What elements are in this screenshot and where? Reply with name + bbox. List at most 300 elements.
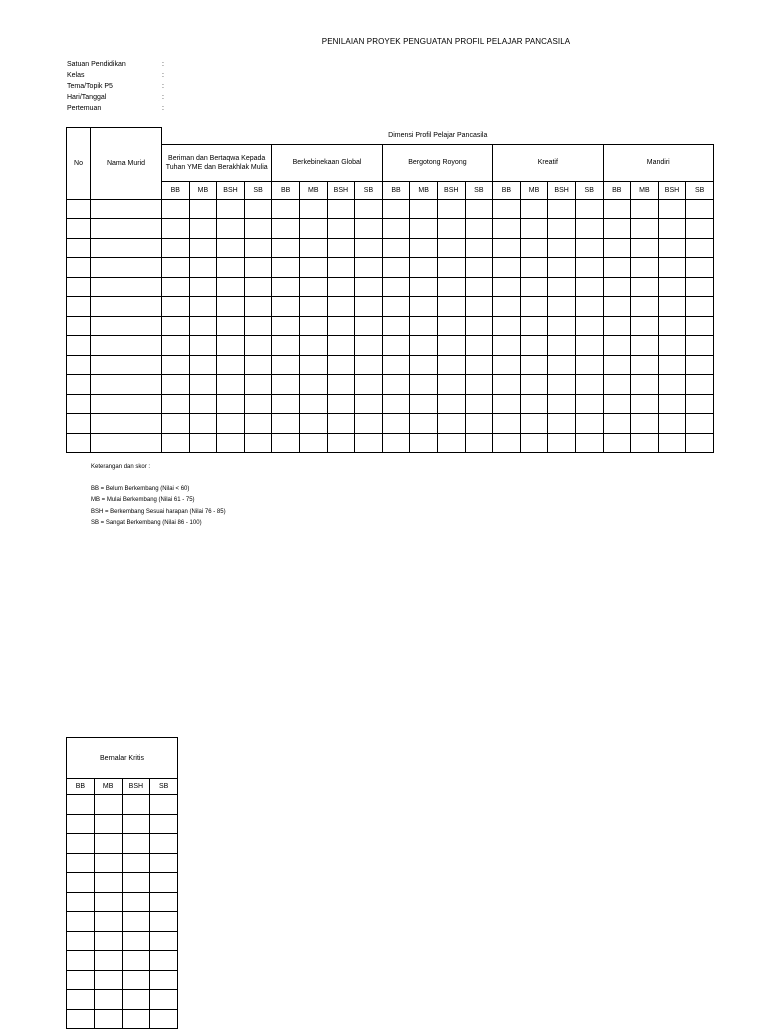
cell-grade[interactable] <box>493 433 521 453</box>
cell-grade[interactable] <box>575 433 603 453</box>
cell-nama-murid[interactable] <box>91 336 162 356</box>
cell-grade[interactable] <box>575 316 603 336</box>
cell-grade[interactable] <box>189 433 217 453</box>
cell-grade[interactable] <box>122 970 150 990</box>
cell-grade[interactable] <box>548 199 576 219</box>
cell-grade[interactable] <box>493 316 521 336</box>
cell-grade[interactable] <box>67 834 95 854</box>
cell-grade[interactable] <box>548 375 576 395</box>
cell-grade[interactable] <box>382 355 410 375</box>
cell-grade[interactable] <box>465 336 493 356</box>
cell-no[interactable] <box>67 414 91 434</box>
cell-grade[interactable] <box>299 238 327 258</box>
cell-grade[interactable] <box>603 258 631 278</box>
cell-grade[interactable] <box>493 258 521 278</box>
cell-grade[interactable] <box>122 853 150 873</box>
cell-grade[interactable] <box>217 316 245 336</box>
cell-grade[interactable] <box>162 414 190 434</box>
cell-nama-murid[interactable] <box>91 375 162 395</box>
cell-grade[interactable] <box>67 912 95 932</box>
cell-grade[interactable] <box>299 219 327 239</box>
cell-grade[interactable] <box>67 1009 95 1029</box>
cell-grade[interactable] <box>189 336 217 356</box>
cell-grade[interactable] <box>327 258 355 278</box>
cell-grade[interactable] <box>217 336 245 356</box>
cell-grade[interactable] <box>603 336 631 356</box>
cell-grade[interactable] <box>520 297 548 317</box>
cell-grade[interactable] <box>299 336 327 356</box>
cell-grade[interactable] <box>244 258 272 278</box>
cell-grade[interactable] <box>465 258 493 278</box>
cell-grade[interactable] <box>520 316 548 336</box>
cell-grade[interactable] <box>272 238 300 258</box>
cell-nama-murid[interactable] <box>91 433 162 453</box>
cell-grade[interactable] <box>327 414 355 434</box>
cell-grade[interactable] <box>382 414 410 434</box>
cell-grade[interactable] <box>410 297 438 317</box>
cell-grade[interactable] <box>67 814 95 834</box>
cell-grade[interactable] <box>686 336 714 356</box>
cell-grade[interactable] <box>299 394 327 414</box>
cell-grade[interactable] <box>355 336 383 356</box>
cell-grade[interactable] <box>631 277 659 297</box>
cell-nama-murid[interactable] <box>91 316 162 336</box>
cell-grade[interactable] <box>244 199 272 219</box>
cell-grade[interactable] <box>244 297 272 317</box>
cell-grade[interactable] <box>272 258 300 278</box>
cell-grade[interactable] <box>658 199 686 219</box>
cell-grade[interactable] <box>244 355 272 375</box>
cell-grade[interactable] <box>631 336 659 356</box>
cell-grade[interactable] <box>548 258 576 278</box>
cell-grade[interactable] <box>410 219 438 239</box>
cell-grade[interactable] <box>465 199 493 219</box>
cell-grade[interactable] <box>94 873 122 893</box>
cell-grade[interactable] <box>437 433 465 453</box>
cell-grade[interactable] <box>631 238 659 258</box>
cell-grade[interactable] <box>520 414 548 434</box>
cell-grade[interactable] <box>410 394 438 414</box>
cell-grade[interactable] <box>575 219 603 239</box>
cell-grade[interactable] <box>410 336 438 356</box>
cell-grade[interactable] <box>94 931 122 951</box>
cell-grade[interactable] <box>493 277 521 297</box>
cell-nama-murid[interactable] <box>91 355 162 375</box>
cell-grade[interactable] <box>437 414 465 434</box>
cell-grade[interactable] <box>437 355 465 375</box>
cell-grade[interactable] <box>658 375 686 395</box>
cell-nama-murid[interactable] <box>91 219 162 239</box>
cell-grade[interactable] <box>150 834 178 854</box>
cell-grade[interactable] <box>603 355 631 375</box>
cell-grade[interactable] <box>122 873 150 893</box>
cell-grade[interactable] <box>244 336 272 356</box>
cell-grade[interactable] <box>658 316 686 336</box>
cell-grade[interactable] <box>67 795 95 815</box>
cell-grade[interactable] <box>327 238 355 258</box>
cell-grade[interactable] <box>686 199 714 219</box>
cell-grade[interactable] <box>493 375 521 395</box>
cell-grade[interactable] <box>437 199 465 219</box>
cell-grade[interactable] <box>658 258 686 278</box>
cell-grade[interactable] <box>686 394 714 414</box>
cell-grade[interactable] <box>272 433 300 453</box>
cell-grade[interactable] <box>67 990 95 1010</box>
cell-grade[interactable] <box>493 219 521 239</box>
cell-grade[interactable] <box>437 277 465 297</box>
cell-no[interactable] <box>67 336 91 356</box>
cell-grade[interactable] <box>327 394 355 414</box>
cell-grade[interactable] <box>548 414 576 434</box>
cell-grade[interactable] <box>162 258 190 278</box>
cell-grade[interactable] <box>548 297 576 317</box>
cell-grade[interactable] <box>658 297 686 317</box>
cell-grade[interactable] <box>244 394 272 414</box>
cell-grade[interactable] <box>327 336 355 356</box>
cell-grade[interactable] <box>189 219 217 239</box>
cell-grade[interactable] <box>217 297 245 317</box>
cell-grade[interactable] <box>299 277 327 297</box>
cell-grade[interactable] <box>382 375 410 395</box>
cell-grade[interactable] <box>686 316 714 336</box>
cell-grade[interactable] <box>520 375 548 395</box>
cell-grade[interactable] <box>94 814 122 834</box>
cell-grade[interactable] <box>437 297 465 317</box>
cell-grade[interactable] <box>686 355 714 375</box>
cell-grade[interactable] <box>520 277 548 297</box>
cell-grade[interactable] <box>686 433 714 453</box>
cell-grade[interactable] <box>631 414 659 434</box>
cell-grade[interactable] <box>686 375 714 395</box>
cell-no[interactable] <box>67 433 91 453</box>
cell-grade[interactable] <box>575 336 603 356</box>
cell-nama-murid[interactable] <box>91 199 162 219</box>
cell-grade[interactable] <box>686 414 714 434</box>
cell-grade[interactable] <box>327 199 355 219</box>
cell-grade[interactable] <box>493 355 521 375</box>
cell-grade[interactable] <box>189 238 217 258</box>
cell-grade[interactable] <box>162 394 190 414</box>
cell-grade[interactable] <box>520 336 548 356</box>
cell-grade[interactable] <box>382 297 410 317</box>
cell-grade[interactable] <box>189 355 217 375</box>
cell-grade[interactable] <box>548 336 576 356</box>
cell-grade[interactable] <box>217 258 245 278</box>
cell-grade[interactable] <box>575 258 603 278</box>
cell-grade[interactable] <box>299 316 327 336</box>
cell-grade[interactable] <box>686 277 714 297</box>
cell-grade[interactable] <box>162 316 190 336</box>
cell-no[interactable] <box>67 316 91 336</box>
cell-grade[interactable] <box>94 912 122 932</box>
cell-no[interactable] <box>67 219 91 239</box>
cell-grade[interactable] <box>272 394 300 414</box>
cell-grade[interactable] <box>217 394 245 414</box>
cell-no[interactable] <box>67 297 91 317</box>
cell-grade[interactable] <box>603 238 631 258</box>
cell-grade[interactable] <box>162 277 190 297</box>
cell-grade[interactable] <box>686 219 714 239</box>
cell-grade[interactable] <box>355 199 383 219</box>
cell-grade[interactable] <box>122 814 150 834</box>
cell-grade[interactable] <box>603 316 631 336</box>
cell-grade[interactable] <box>162 355 190 375</box>
cell-grade[interactable] <box>355 297 383 317</box>
cell-grade[interactable] <box>437 336 465 356</box>
cell-grade[interactable] <box>162 219 190 239</box>
cell-grade[interactable] <box>465 316 493 336</box>
cell-grade[interactable] <box>189 258 217 278</box>
cell-grade[interactable] <box>382 277 410 297</box>
cell-grade[interactable] <box>575 199 603 219</box>
cell-grade[interactable] <box>382 219 410 239</box>
cell-grade[interactable] <box>272 336 300 356</box>
cell-grade[interactable] <box>244 433 272 453</box>
cell-no[interactable] <box>67 375 91 395</box>
cell-grade[interactable] <box>327 433 355 453</box>
cell-grade[interactable] <box>244 277 272 297</box>
cell-grade[interactable] <box>686 297 714 317</box>
cell-grade[interactable] <box>217 414 245 434</box>
cell-grade[interactable] <box>327 297 355 317</box>
cell-grade[interactable] <box>299 258 327 278</box>
cell-no[interactable] <box>67 258 91 278</box>
cell-grade[interactable] <box>493 394 521 414</box>
cell-grade[interactable] <box>658 433 686 453</box>
cell-grade[interactable] <box>244 238 272 258</box>
cell-grade[interactable] <box>603 297 631 317</box>
cell-grade[interactable] <box>189 375 217 395</box>
cell-no[interactable] <box>67 238 91 258</box>
cell-grade[interactable] <box>548 433 576 453</box>
cell-nama-murid[interactable] <box>91 238 162 258</box>
cell-grade[interactable] <box>122 892 150 912</box>
cell-grade[interactable] <box>150 814 178 834</box>
cell-grade[interactable] <box>437 238 465 258</box>
cell-grade[interactable] <box>327 375 355 395</box>
cell-grade[interactable] <box>410 316 438 336</box>
cell-grade[interactable] <box>162 199 190 219</box>
cell-grade[interactable] <box>548 277 576 297</box>
cell-grade[interactable] <box>355 238 383 258</box>
cell-grade[interactable] <box>465 238 493 258</box>
cell-grade[interactable] <box>67 892 95 912</box>
cell-grade[interactable] <box>67 970 95 990</box>
cell-grade[interactable] <box>327 277 355 297</box>
cell-grade[interactable] <box>631 375 659 395</box>
cell-grade[interactable] <box>244 316 272 336</box>
cell-grade[interactable] <box>272 355 300 375</box>
cell-grade[interactable] <box>658 414 686 434</box>
cell-grade[interactable] <box>299 199 327 219</box>
cell-grade[interactable] <box>658 394 686 414</box>
cell-grade[interactable] <box>355 277 383 297</box>
cell-grade[interactable] <box>658 238 686 258</box>
cell-no[interactable] <box>67 277 91 297</box>
cell-grade[interactable] <box>575 375 603 395</box>
cell-grade[interactable] <box>437 316 465 336</box>
cell-grade[interactable] <box>631 219 659 239</box>
cell-grade[interactable] <box>603 394 631 414</box>
cell-grade[interactable] <box>465 297 493 317</box>
cell-grade[interactable] <box>299 355 327 375</box>
cell-grade[interactable] <box>382 336 410 356</box>
cell-grade[interactable] <box>150 795 178 815</box>
cell-grade[interactable] <box>603 433 631 453</box>
cell-grade[interactable] <box>520 238 548 258</box>
cell-grade[interactable] <box>299 433 327 453</box>
cell-grade[interactable] <box>162 433 190 453</box>
cell-grade[interactable] <box>410 199 438 219</box>
cell-grade[interactable] <box>382 316 410 336</box>
cell-grade[interactable] <box>382 433 410 453</box>
cell-grade[interactable] <box>122 951 150 971</box>
cell-grade[interactable] <box>493 336 521 356</box>
cell-grade[interactable] <box>410 277 438 297</box>
cell-grade[interactable] <box>217 277 245 297</box>
cell-grade[interactable] <box>493 297 521 317</box>
cell-grade[interactable] <box>575 238 603 258</box>
cell-grade[interactable] <box>437 258 465 278</box>
cell-grade[interactable] <box>631 316 659 336</box>
cell-grade[interactable] <box>299 414 327 434</box>
cell-grade[interactable] <box>520 199 548 219</box>
cell-grade[interactable] <box>94 795 122 815</box>
cell-grade[interactable] <box>244 414 272 434</box>
cell-grade[interactable] <box>658 336 686 356</box>
cell-grade[interactable] <box>437 394 465 414</box>
cell-grade[interactable] <box>493 414 521 434</box>
cell-grade[interactable] <box>355 316 383 336</box>
cell-grade[interactable] <box>437 219 465 239</box>
cell-grade[interactable] <box>162 375 190 395</box>
cell-grade[interactable] <box>603 219 631 239</box>
cell-grade[interactable] <box>548 316 576 336</box>
cell-grade[interactable] <box>122 834 150 854</box>
cell-grade[interactable] <box>217 355 245 375</box>
cell-grade[interactable] <box>94 990 122 1010</box>
cell-grade[interactable] <box>355 433 383 453</box>
cell-grade[interactable] <box>603 199 631 219</box>
cell-grade[interactable] <box>575 414 603 434</box>
cell-grade[interactable] <box>465 414 493 434</box>
cell-grade[interactable] <box>217 433 245 453</box>
cell-grade[interactable] <box>631 199 659 219</box>
cell-grade[interactable] <box>520 219 548 239</box>
cell-grade[interactable] <box>272 414 300 434</box>
cell-grade[interactable] <box>575 297 603 317</box>
cell-grade[interactable] <box>150 912 178 932</box>
cell-grade[interactable] <box>548 219 576 239</box>
cell-nama-murid[interactable] <box>91 414 162 434</box>
cell-grade[interactable] <box>520 355 548 375</box>
cell-no[interactable] <box>67 199 91 219</box>
cell-grade[interactable] <box>272 297 300 317</box>
cell-grade[interactable] <box>94 1009 122 1029</box>
cell-nama-murid[interactable] <box>91 258 162 278</box>
cell-grade[interactable] <box>382 199 410 219</box>
cell-grade[interactable] <box>67 951 95 971</box>
cell-grade[interactable] <box>520 394 548 414</box>
cell-grade[interactable] <box>122 912 150 932</box>
cell-grade[interactable] <box>465 375 493 395</box>
cell-grade[interactable] <box>94 892 122 912</box>
cell-grade[interactable] <box>520 258 548 278</box>
cell-grade[interactable] <box>603 277 631 297</box>
cell-grade[interactable] <box>548 355 576 375</box>
cell-grade[interactable] <box>355 394 383 414</box>
cell-grade[interactable] <box>122 795 150 815</box>
cell-grade[interactable] <box>465 394 493 414</box>
cell-grade[interactable] <box>355 375 383 395</box>
cell-grade[interactable] <box>244 375 272 395</box>
cell-grade[interactable] <box>686 258 714 278</box>
cell-grade[interactable] <box>327 316 355 336</box>
cell-grade[interactable] <box>150 892 178 912</box>
cell-grade[interactable] <box>150 951 178 971</box>
cell-grade[interactable] <box>355 219 383 239</box>
cell-grade[interactable] <box>575 394 603 414</box>
cell-grade[interactable] <box>299 297 327 317</box>
cell-grade[interactable] <box>67 931 95 951</box>
cell-grade[interactable] <box>575 355 603 375</box>
cell-grade[interactable] <box>686 238 714 258</box>
cell-grade[interactable] <box>603 375 631 395</box>
cell-grade[interactable] <box>410 355 438 375</box>
cell-grade[interactable] <box>272 219 300 239</box>
cell-grade[interactable] <box>217 238 245 258</box>
cell-grade[interactable] <box>189 277 217 297</box>
cell-grade[interactable] <box>272 316 300 336</box>
cell-grade[interactable] <box>150 853 178 873</box>
cell-grade[interactable] <box>67 853 95 873</box>
cell-grade[interactable] <box>437 375 465 395</box>
cell-grade[interactable] <box>631 355 659 375</box>
cell-grade[interactable] <box>548 238 576 258</box>
cell-grade[interactable] <box>410 258 438 278</box>
cell-grade[interactable] <box>94 853 122 873</box>
cell-grade[interactable] <box>217 375 245 395</box>
cell-grade[interactable] <box>94 970 122 990</box>
cell-grade[interactable] <box>658 277 686 297</box>
cell-grade[interactable] <box>189 199 217 219</box>
cell-no[interactable] <box>67 394 91 414</box>
cell-grade[interactable] <box>189 316 217 336</box>
cell-grade[interactable] <box>382 258 410 278</box>
cell-nama-murid[interactable] <box>91 297 162 317</box>
cell-grade[interactable] <box>162 336 190 356</box>
cell-grade[interactable] <box>631 297 659 317</box>
cell-grade[interactable] <box>150 931 178 951</box>
cell-grade[interactable] <box>244 219 272 239</box>
cell-grade[interactable] <box>327 219 355 239</box>
cell-grade[interactable] <box>631 394 659 414</box>
cell-grade[interactable] <box>150 970 178 990</box>
cell-grade[interactable] <box>150 873 178 893</box>
cell-grade[interactable] <box>150 1009 178 1029</box>
cell-grade[interactable] <box>327 355 355 375</box>
cell-grade[interactable] <box>162 297 190 317</box>
cell-grade[interactable] <box>355 355 383 375</box>
cell-grade[interactable] <box>603 414 631 434</box>
cell-grade[interactable] <box>493 199 521 219</box>
cell-grade[interactable] <box>150 990 178 1010</box>
cell-grade[interactable] <box>94 834 122 854</box>
cell-grade[interactable] <box>355 258 383 278</box>
cell-grade[interactable] <box>162 238 190 258</box>
cell-grade[interactable] <box>658 355 686 375</box>
cell-grade[interactable] <box>217 219 245 239</box>
